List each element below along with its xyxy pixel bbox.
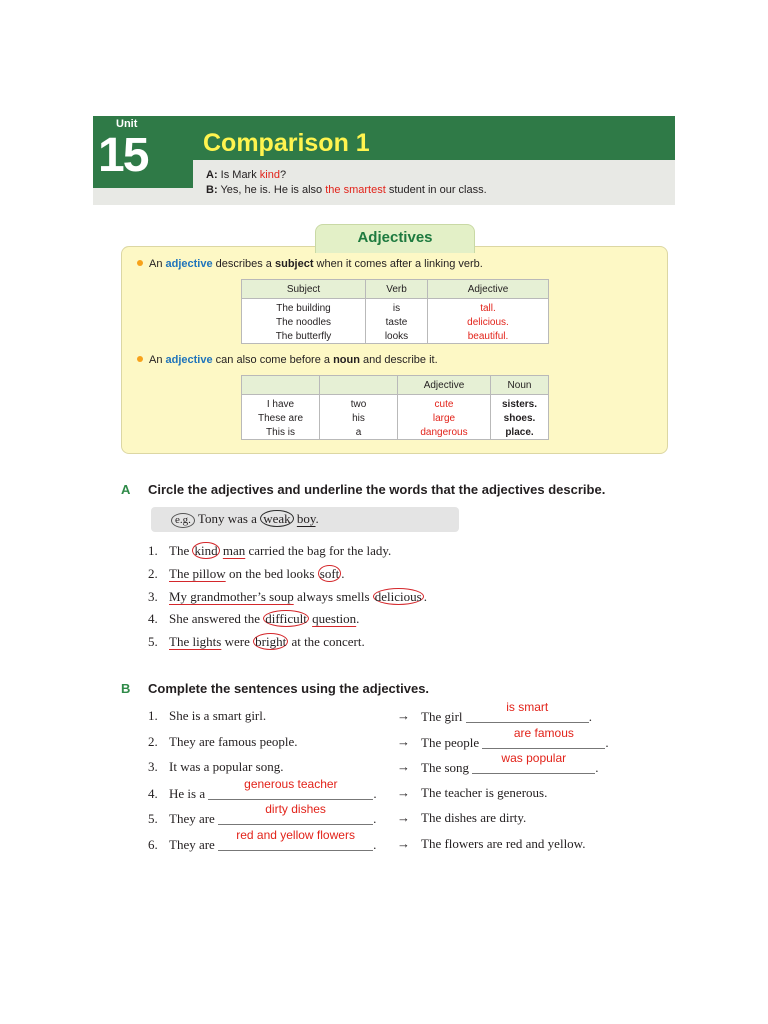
table-row: This is a dangerous place. [242, 425, 549, 440]
arrow-icon: → [397, 708, 410, 723]
exercise-b-item-6-left: 6. They are red and yellow flowers . [148, 828, 377, 852]
answer-text: is smart [506, 700, 549, 714]
circled-adjective: weak [260, 510, 293, 527]
table-row: The building is tall. [242, 299, 549, 316]
circled-adjective: soft [319, 566, 340, 581]
unit-title: Comparison 1 [203, 129, 370, 157]
grammar-table-2 [241, 375, 549, 440]
section-b-letter: B [121, 681, 131, 696]
exercise-b-item-3-left: 3. It was a popular song. [148, 759, 284, 774]
table-header: Verb [366, 280, 428, 299]
underlined-noun: My grandmother’s soup [169, 589, 294, 604]
grammar-table-1 [241, 279, 549, 344]
underlined-noun: boy [296, 511, 316, 526]
table-header [320, 376, 398, 395]
grammar-tab: Adjectives [315, 224, 475, 253]
arrow-icon: → [397, 785, 410, 800]
table-row: The butterfly looks beautiful. [242, 329, 549, 344]
dialog-line-b: B: Yes, he is. He is also the smartest student in our class. [206, 184, 487, 196]
bullet-dot-icon [137, 356, 143, 362]
answer-text: red and yellow flowers [236, 828, 355, 842]
section-a-instruction: Circle the adjectives and underline the words that the adjectives describe. [148, 482, 606, 497]
exercise-a-item-3: 3. My grandmother’s soup always smells delicious . [148, 589, 427, 604]
section-b-instruction: Complete the sentences using the adjectives. [148, 681, 430, 696]
table-header: Noun [491, 376, 549, 395]
exercise-b-item-2-right: The people are famous . [421, 726, 609, 750]
example-mark: e.g. [171, 513, 195, 528]
answer-text: was popular [501, 751, 567, 765]
underlined-noun: The lights [169, 634, 222, 649]
bullet-dot-icon [137, 260, 143, 266]
table-row: I have two cute sisters. [242, 395, 549, 412]
dialog-line-a: A: Is Mark kind? [206, 169, 287, 181]
unit-number: 15 [98, 129, 148, 182]
arrow-icon: → [397, 759, 410, 774]
underlined-noun: man [222, 543, 246, 558]
circled-adjective: difficult [265, 611, 307, 626]
table-row: These are his large shoes. [242, 411, 549, 425]
exercise-b-item-1-right: The girl is smart . [421, 700, 593, 724]
answer-text: generous teacher [244, 777, 338, 791]
arrow-icon: → [397, 810, 410, 825]
grammar-rule-1: An adjective describes a subject when it comes after a linking verb. [137, 258, 483, 270]
exercise-b-item-5-left: 5. They are dirty dishes . [148, 802, 377, 826]
exercise-a-item-4: 4. She answered the difficult question. [148, 611, 360, 626]
exercise-b-item-1-left: 1. She is a smart girl. [148, 708, 267, 723]
exercise-b-item-2-left: 2. They are famous people. [148, 734, 298, 749]
exercise-b-item-3-right: The song was popular . [421, 751, 599, 775]
exercise-a-item-1: 1. The kind man carried the bag for the lady. [148, 543, 392, 558]
example-sentence: e.g. Tony was a weak boy. [171, 511, 319, 528]
section-a-letter: A [121, 482, 131, 497]
table-header [242, 376, 320, 395]
unit-badge [93, 116, 193, 188]
table-header: Subject [242, 280, 366, 299]
unit-label: Unit [116, 118, 138, 130]
underlined-noun: The pillow [169, 566, 226, 581]
exercise-b-item-4-left: 4. He is a generous teacher . [148, 777, 377, 801]
exercise-b-item-5-right: The dishes are dirty. [421, 810, 527, 825]
exercise-a-item-5: 5. The lights were bright at the concert. [148, 634, 365, 649]
circled-adjective: kind [194, 543, 218, 558]
answer-text: dirty dishes [265, 802, 326, 816]
exercise-b-item-4-right: The teacher is generous. [421, 785, 548, 800]
table-row: The noodles taste delicious. [242, 315, 549, 329]
table-header: Adjective [398, 376, 491, 395]
exercise-a-item-2: 2. The pillow on the bed looks soft . [148, 566, 345, 581]
underlined-noun: question [312, 611, 357, 626]
exercise-b-item-6-right: The flowers are red and yellow. [421, 836, 586, 851]
arrow-icon: → [397, 836, 410, 851]
unit-header [93, 116, 675, 205]
arrow-icon: → [397, 734, 410, 749]
circled-adjective: bright [255, 634, 287, 649]
answer-text: are famous [513, 726, 574, 740]
table-header: Adjective [428, 280, 549, 299]
circled-adjective: delicious [374, 589, 422, 604]
grammar-rule-2: An adjective can also come before a noun and describe it. [137, 354, 438, 366]
